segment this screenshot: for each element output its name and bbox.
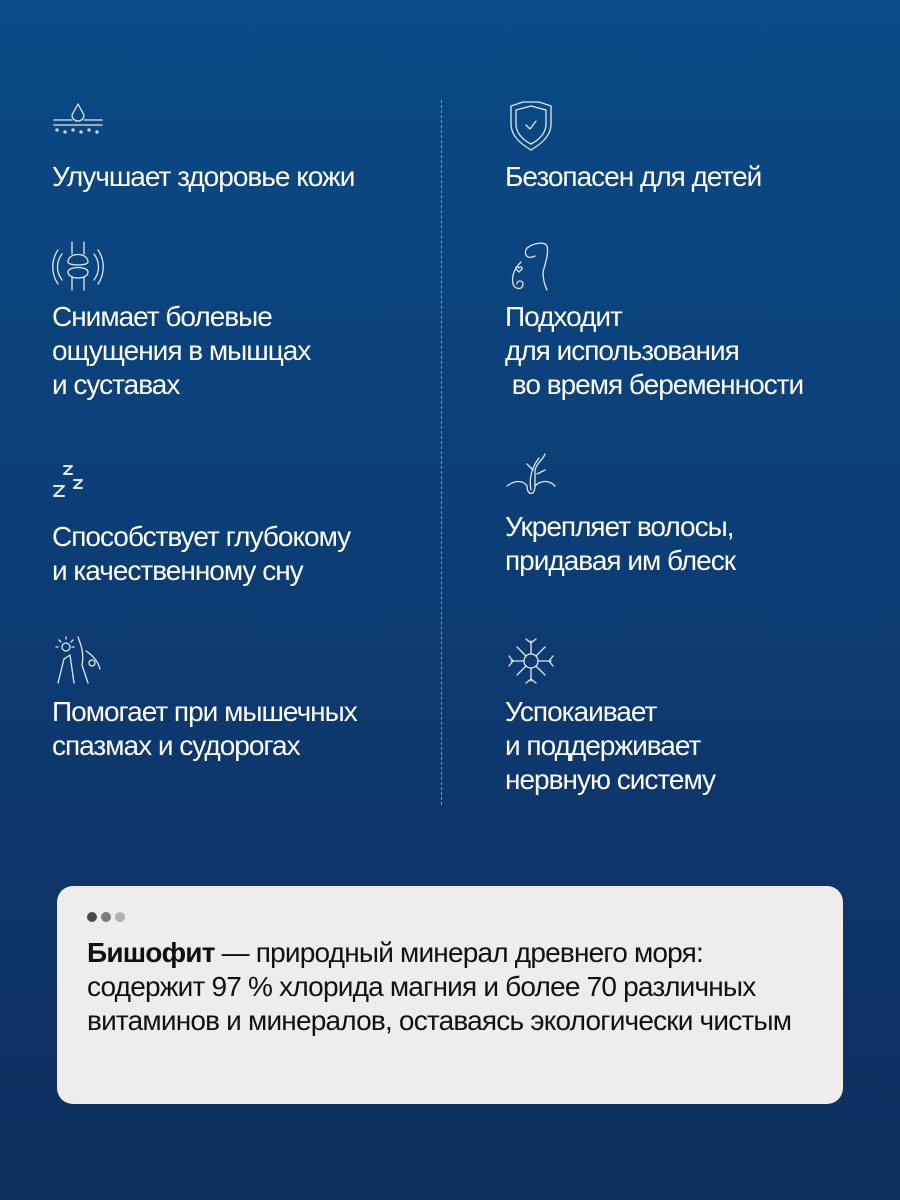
- info-card: [57, 886, 843, 1104]
- feature-text: Успокаивает и поддерживает нервную систему: [505, 696, 716, 795]
- feature-text: Безопасен для детей: [505, 161, 762, 192]
- feature-sleep: [52, 460, 442, 588]
- joint-icon: [52, 240, 104, 292]
- feature-spasm: [52, 635, 442, 763]
- pregnancy-icon: [505, 240, 557, 292]
- feature-joints: [52, 240, 442, 402]
- card-body: — природный минерал древнего моря: содержит 97 % хлорида магния и более 70 различных витаминов и минералов, оставаясь экологически чистым: [87, 937, 792, 1036]
- dot: [87, 912, 97, 922]
- feature-skin: [52, 100, 442, 194]
- card-text: [87, 936, 813, 1038]
- feature-pregnancy: [505, 240, 895, 402]
- feature-text: Укрепляет волосы, придавая им блеск: [505, 511, 735, 576]
- feature-text: Подходит для использования во время беременности: [505, 301, 804, 400]
- feature-hair: [505, 450, 895, 578]
- feature-child-safe: [505, 100, 895, 194]
- muscle-spasm-icon: [52, 635, 104, 687]
- dot: [101, 912, 111, 922]
- feature-text: Улучшает здоровье кожи: [52, 161, 355, 192]
- feature-text: Снимает болевые ощущения в мышцах и суставах: [52, 301, 311, 400]
- dot: [115, 912, 125, 922]
- feature-nervous: [505, 635, 895, 797]
- neuron-icon: [505, 635, 557, 687]
- card-title: Бишофит: [87, 937, 215, 968]
- feature-text: Способствует глубокому и качественному сну: [52, 521, 351, 586]
- shield-check-icon: [505, 100, 557, 152]
- hair-icon: [505, 450, 557, 502]
- feature-text: Помогает при мышечных спазмах и судорогах: [52, 696, 357, 761]
- sleep-zzz-icon: [52, 460, 104, 512]
- dots-decoration: [87, 912, 813, 922]
- skin-drop-icon: [52, 100, 104, 152]
